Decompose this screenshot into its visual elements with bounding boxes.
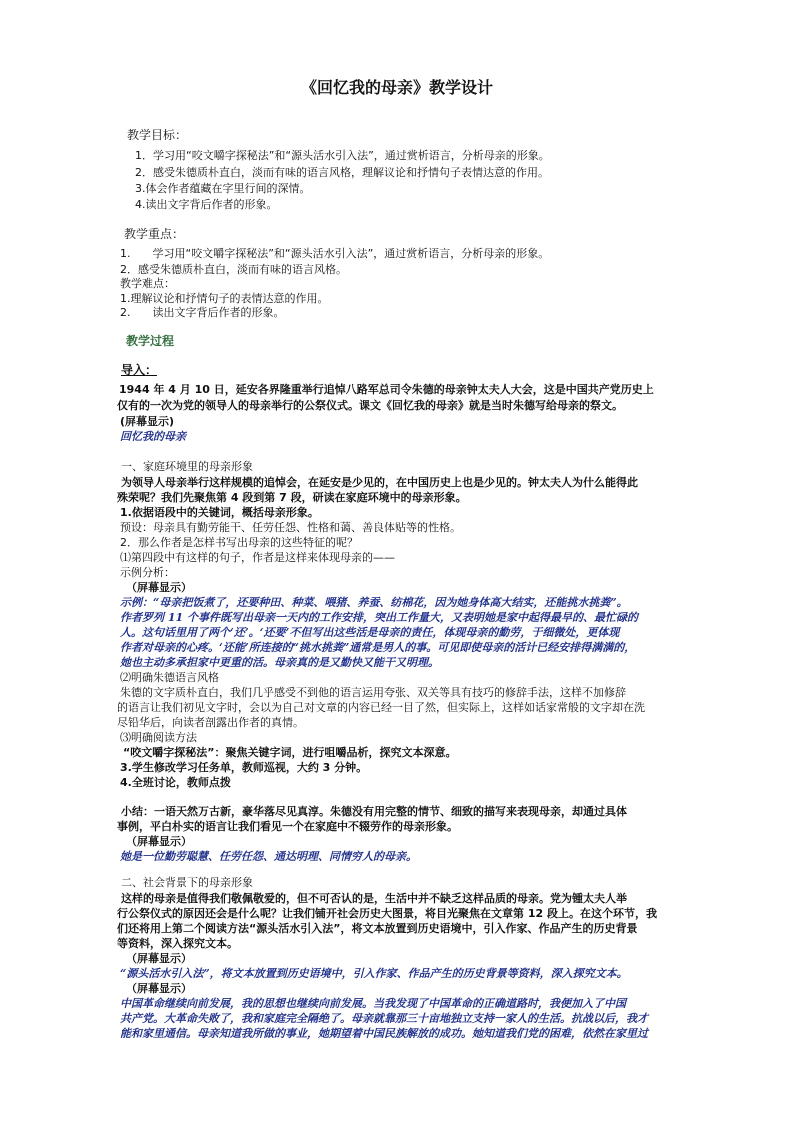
summary-line: 事例，平白朴实的语言让我们看见一个在家庭中不辍劳作的母亲形象。 [117,820,458,833]
example-line: 示例：“母亲把饭煮了，还要种田、种菜、喂猪、养蚕、纺棉花，因为她身体高大结实，还能挑水挑粪”。 [120,596,628,609]
intro-line: 1944 年 4 月 10 日，延安各界隆重举行追悼八路军总司令朱德的母亲钟太夫人大会，这是中国共产党历史上 [119,383,654,396]
screen-display-label: （屏幕显示） [126,952,192,965]
step-1: 1.依据语段中的关键词，概括母亲形象。 [120,506,319,519]
objective-item: 3.体会作者蕴藏在字里行间的深情。 [135,182,311,195]
section-heading: 二、社会背景下的母亲形象 [121,876,253,889]
quote-line: 共产党。大革命失败了，我和家庭完全隔绝了。母亲就靠那三十亩地独立支持一家人的生活。抗战以后，我才 [120,1012,648,1025]
objectives-heading: 教学目标： [127,128,188,142]
section1-paragraph: 殊荣呢？我们先聚焦第 4 段到第 7 段，研读在家庭环境中的母亲形象。 [117,491,467,504]
step-2-c: ⑵明确朱德语言风格 [120,671,219,684]
quote-line: 中国革命继续向前发展，我的思想也继续向前发展。当我发现了中国革命的正确道路时，我便加入了中国 [120,997,626,1010]
document-title: 《回忆我的母亲》教学设计 [301,78,494,97]
summary-line: 小结：一语天然万古新，豪华落尽见真淳。朱德没有用完整的情节、细致的描写来表现母亲，却通过具体 [121,805,627,818]
difficulty-item: 2. 读出文字背后作者的形象。 [120,306,285,319]
section2-paragraph: 们还将用上第二个阅读方法“源头活水引入法”，将文本放置到历史语境中，引入作家、作品产生的历史背景 [117,922,638,935]
step-1-preset: 预设：母亲具有勤劳能干、任劳任怨、性格和蔼、善良体贴等的性格。 [120,521,461,534]
section2-paragraph: 行公祭仪式的原因还会是什么呢？让我们铺开社会历史大图景，将目光聚焦在文章第 12 段上。在这个环节，我 [117,907,657,920]
key-point-item: 2．感受朱德质朴直白，淡而有味的语言风格。 [120,263,347,276]
step-2-a: ⑴第四段中有这样的句子，作者是这样来体现母亲的—— [120,551,395,564]
section-heading: 一、家庭环境里的母亲形象 [121,460,253,473]
example-line: 她也主动多承担家中更重的活。母亲真的是又勤快又能干又明理。 [120,656,439,669]
screen-display-text: 回忆我的母亲 [120,430,186,443]
section2-paragraph: 等资料，深入探究文本。 [117,937,238,950]
example-line: 人。这句话里用了两个‘还’。‘还要’不但写出这些活是母亲的责任，体现母亲的勤劳，于细微处，更体现 [120,626,620,639]
screen-display-text: 她是一位勤劳聪慧、任劳任怨、通达明理、同情穷人的母亲。 [120,850,417,863]
screen-display-label: (屏幕显示) [120,415,175,428]
screen-display-label: （屏幕显示） [126,581,192,594]
step-2-d: ⑶明确阅读方法 [120,731,197,744]
key-point-item: 1. 学习用“咬文嚼字探秘法”和“源头活水引入法”，通过赏析语言，分析母亲的形象。 [120,247,550,260]
step-2: 2．那么作者是怎样书写出母亲的这些特征的呢？ [120,536,358,549]
screen-display-label: （屏幕显示） [126,835,192,848]
step-4: 4.全班讨论，教师点拨 [120,776,231,789]
intro-heading: 导入： [121,363,158,377]
style-line: 的语言让我们初见文字时，会以为自己对文章的内容已经一目了然，但实际上，这样如话家常般的文字却在洗 [117,701,645,714]
step-2-b: 示例分析： [120,566,175,579]
intro-line: 仅有的一次为党的领导人的母亲举行的公祭仪式。课文《回忆我的母亲》就是当时朱德写给母亲的祭文。 [117,399,623,412]
screen-display-label: （屏幕显示） [126,982,192,995]
section2-paragraph: 这样的母亲是值得我们敬佩敬爱的，但不可否认的是，生活中并不缺乏这样品质的母亲。党为锺太夫人举 [121,892,627,905]
objective-item: 4.读出文字背后作者的形象。 [135,198,278,211]
objective-item: 1．学习用“咬文嚼字探秘法”和“源头活水引入法”，通过赏析语言，分析母亲的形象。 [135,149,550,162]
objective-item: 2．感受朱德质朴直白，淡而有味的语言风格，理解议论和抒情句子表情达意的作用。 [135,166,549,179]
difficulty-item: 1.理解议论和抒情句子的表情达意的作用。 [120,292,329,305]
method-quote: “源头活水引入法”，将文本放置到历史语境中，引入作家、作品产生的历史背景等资料，深入探究文本。 [120,967,628,980]
key-points-heading: 教学重点： [124,227,185,241]
section1-paragraph: 为领导人母亲举行这样规模的追悼会，在延安是少见的，在中国历史上也是少见的。钟太夫人为什么能得此 [121,476,638,489]
difficulty-heading: 教学难点： [120,277,175,290]
method-line: “咬文嚼字探秘法”：聚焦关键字词，进行咀嚼品析，探究文本深意。 [123,746,457,759]
process-heading: 教学过程 [126,334,175,348]
example-line: 作者对母亲的心疼。‘还能’所连接的“挑水挑粪”通常是男人的事。可见即使母亲的活计已经安排得满满的， [120,641,636,654]
style-line: 朱德的文字质朴直白，我们几乎感受不到他的语言运用夸张、双关等具有技巧的修辞手法，这样不加修辞 [120,686,626,699]
quote-line: 能和家里通信。母亲知道我所做的事业，她期望着中国民族解放的成功。她知道我们党的困难，依然在家里过 [120,1027,648,1040]
step-3: 3.学生修改学习任务单，教师巡视，大约 3 分钟。 [120,761,368,774]
style-line: 尽铅华后，向读者剖露出作者的真情。 [117,716,304,729]
example-line: 作者罗列 11 个事件既写出母亲一天内的工作安排，突出工作量大，又表明她是家中起得最早的、最忙碌的 [120,611,638,624]
